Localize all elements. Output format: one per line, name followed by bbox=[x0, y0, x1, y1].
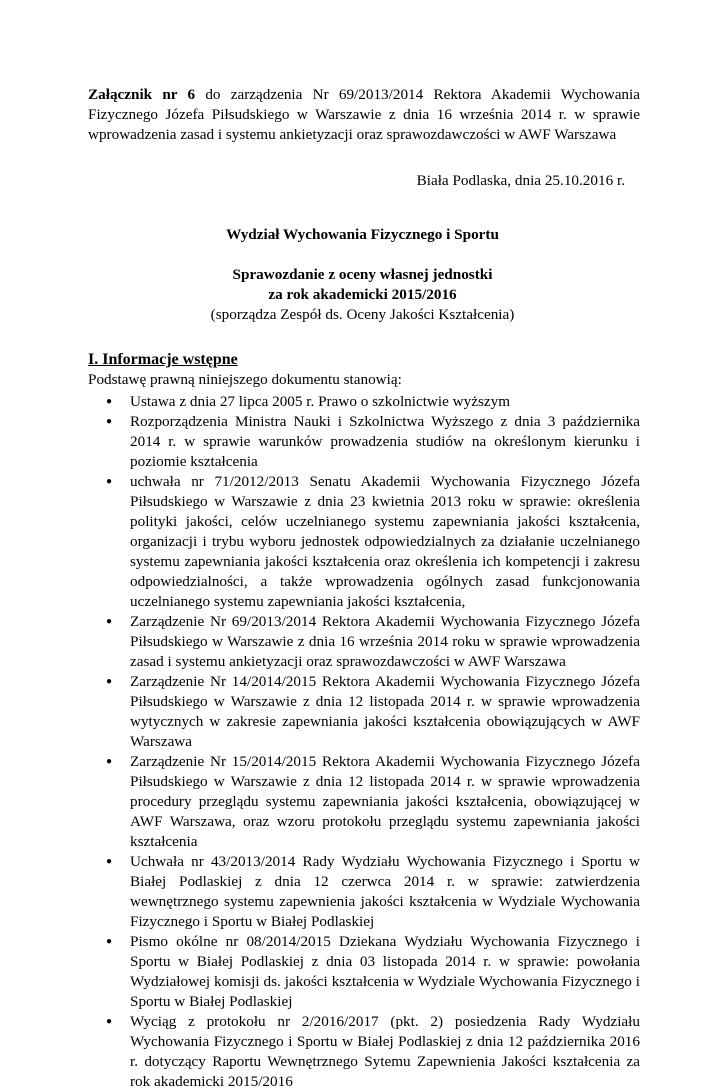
list-item-text: Ustawa z dnia 27 lipca 2005 r. Prawo o szkolnictwie wyższym bbox=[130, 393, 511, 410]
report-year: za rok akademicki 2015/2016 bbox=[268, 286, 457, 303]
list-item-text: Rozporządzenia Ministra Nauki i Szkolnictwa Wyższego z dnia 3 października 2014 r. w sprawie warunków prowadzenia studiów na określonym kierunku i poziomie kształcenia bbox=[130, 413, 640, 470]
list-item bbox=[88, 672, 640, 752]
list-item-text: Zarządzenie Nr 69/2013/2014 Rektora Akademii Wychowania Fizycznego Józefa Piłsudskiego w Warszawie z dnia 16 września 2014 roku w sprawie wprowadzenia zasad i systemu ankietyzacji oraz sprawozdawczości w AWF Warszawa bbox=[130, 613, 640, 670]
list-item bbox=[88, 412, 640, 472]
list-item-text: Pismo okólne nr 08/2014/2015 Dziekana Wydziału Wychowania Fizycznego i Sportu w Białej Podlaskiej z dnia 03 listopada 2014 r. w sprawie: powołania Wydziałowej komisji ds. jakości kształcenia w Wydziale Wychowania Fizycznego i Sportu w Białej Podlaskiej bbox=[130, 933, 640, 1010]
list-item-text: Zarządzenie Nr 14/2014/2015 Rektora Akademii Wychowania Fizycznego Józefa Piłsudskiego w Warszawie z dnia 12 listopada 2014 r. w sprawie wprowadzenia wytycznych w zakresie zapewniania jakości kształcenia obowiązujących w AWF Warszawa bbox=[130, 673, 640, 750]
attachment-label: Załącznik nr 6 bbox=[88, 86, 196, 103]
bullet-icon: ● bbox=[106, 756, 113, 767]
place-date: Biała Podlaska, dnia 25.10.2016 r. bbox=[416, 172, 625, 189]
list-item-text: uchwała nr 71/2012/2013 Senatu Akademii Wychowania Fizycznego Józefa Piłsudskiego w Warszawie z dnia 23 kwietnia 2013 roku w sprawie: określenia polityki jakości, celów uczelnianego systemu zapewniania jakości kształcenia, organizacji i trybu wyboru jednostek odpowiedzialnych za działanie uczelnianego systemu zapewniania jakości kształcenia oraz określenia ich kompetencji i zakresu odpowiedzialności, a także wprowadzenia ogólnych zasad funkcjonowania uczelnianego systemu zapewniania jakości kształcenia, bbox=[130, 473, 640, 610]
report-title: Sprawozdanie z oceny własnej jednostki bbox=[232, 266, 493, 283]
list-item bbox=[88, 392, 640, 412]
legal-basis-list bbox=[88, 392, 640, 1092]
bullet-icon: ● bbox=[106, 416, 113, 427]
bullet-icon: ● bbox=[106, 676, 113, 687]
attachment-text: do zarządzenia Nr 69/2013/2014 Rektora Akademii Wychowania Fizycznego Józefa Piłsudskiego w Warszawie z dnia 16 września 2014 r. w sprawie wprowadzenia zasad i systemu ankietyzacji oraz sprawozdawczości w AWF Warszawa bbox=[88, 86, 640, 143]
report-title-block bbox=[0, 265, 725, 325]
bullet-icon: ● bbox=[106, 476, 113, 487]
list-item-text: Uchwała nr 43/2013/2014 Rady Wydziału Wychowania Fizycznego i Sportu w Białej Podlaskiej z dnia 12 czerwca 2014 r. w sprawie: zatwierdzenia wewnętrznego systemu zapewnienia jakości kształcenia w Wydziale Wychowania Fizycznego i Sportu w Białej Podlaskiej bbox=[130, 853, 640, 930]
list-item-text: Zarządzenie Nr 15/2014/2015 Rektora Akademii Wychowania Fizycznego Józefa Piłsudskiego w Warszawie z dnia 12 listopada 2014 r. w sprawie wprowadzenia procedury przeglądu systemu zapewniania jakości kształcenia, obowiązującej w AWF Warszawa, oraz wzoru protokołu przeglądu systemu zapewniania jakości kształcenia bbox=[130, 753, 640, 850]
list-item bbox=[88, 1012, 640, 1092]
intro-text: Podstawę prawną niniejszego dokumentu stanowią: bbox=[88, 371, 402, 388]
faculty-name: Wydział Wychowania Fizycznego i Sportu bbox=[226, 226, 499, 243]
list-item bbox=[88, 752, 640, 852]
bullet-icon: ● bbox=[106, 616, 113, 627]
bullet-icon: ● bbox=[106, 936, 113, 947]
list-item bbox=[88, 932, 640, 1012]
list-item bbox=[88, 612, 640, 672]
report-subtitle: (sporządza Zespół ds. Oceny Jakości Kształcenia) bbox=[210, 306, 515, 323]
section-heading: I. Informacje wstępne bbox=[88, 351, 238, 368]
list-item bbox=[88, 852, 640, 932]
list-item bbox=[88, 472, 640, 612]
bullet-icon: ● bbox=[106, 856, 113, 867]
bullet-icon: ● bbox=[106, 396, 113, 407]
list-item-text: Wyciąg z protokołu nr 2/2016/2017 (pkt. 2) posiedzenia Rady Wydziału Wychowania Fizycznego i Sportu w Białej Podlaskiej z dnia 12 października 2016 r. dotyczący Raportu Wewnętrznego Sytemu Zapewnienia Jakości kształcenia za rok akademicki 2015/2016 bbox=[130, 1013, 640, 1090]
bullet-icon: ● bbox=[106, 1016, 113, 1027]
attachment-note bbox=[88, 85, 640, 145]
